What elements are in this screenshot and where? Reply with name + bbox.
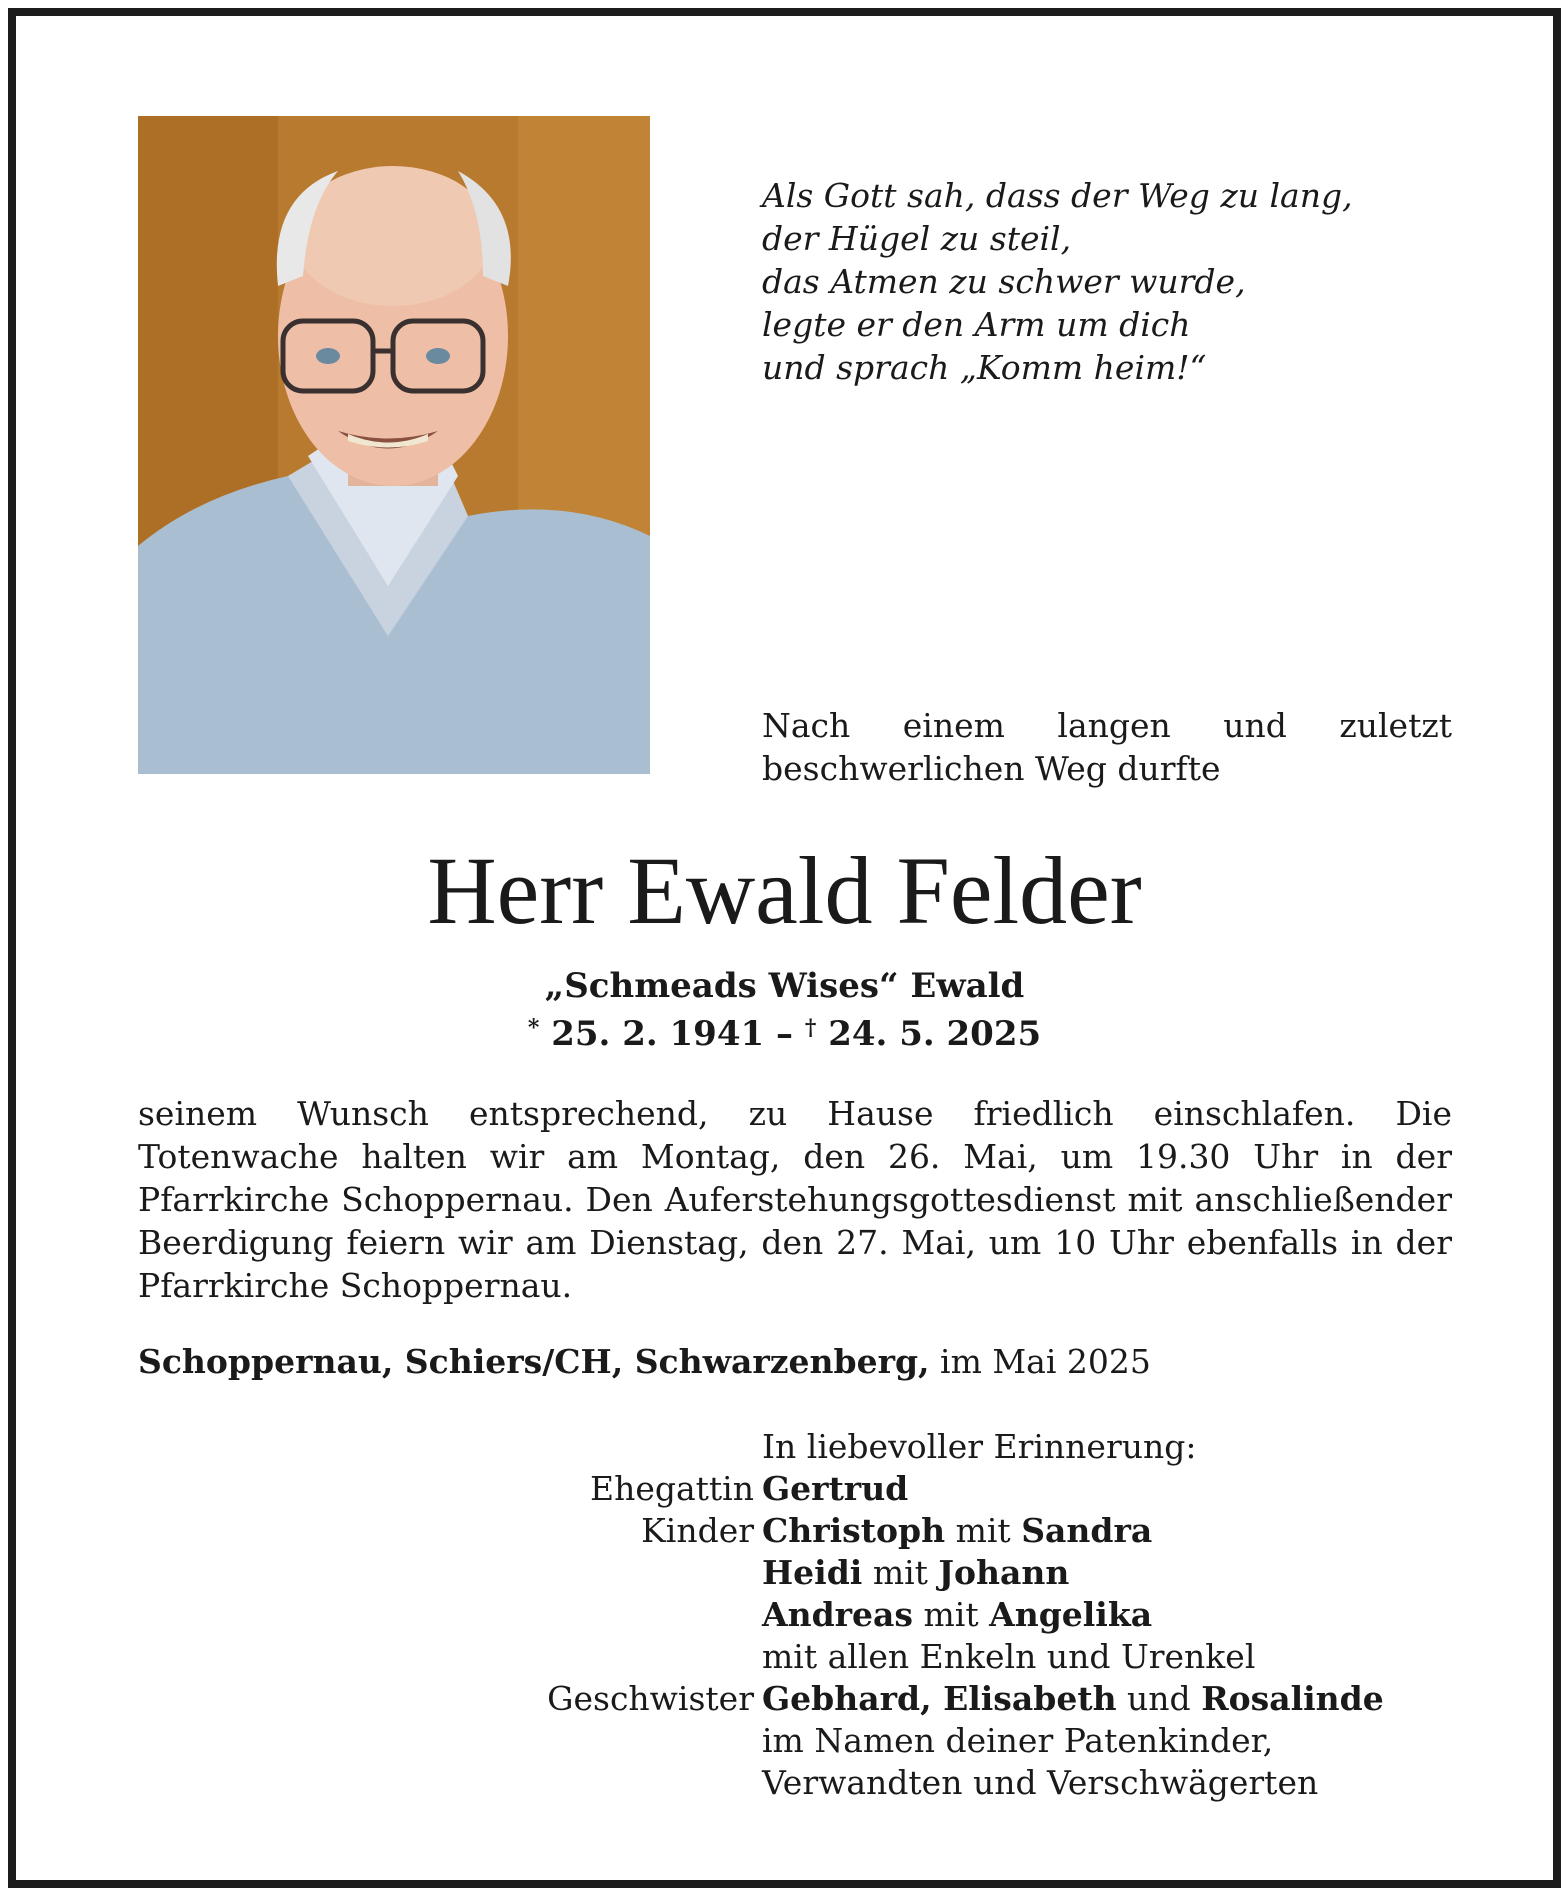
role-label: Geschwister bbox=[547, 1679, 754, 1718]
birth-date: 25. 2. 1941 bbox=[551, 1014, 765, 1054]
obituary-frame bbox=[8, 8, 1561, 1888]
sibling-names: Gebhard, Elisabeth bbox=[762, 1679, 1117, 1718]
with-text: mit bbox=[913, 1595, 990, 1634]
deceased-name: Herr Ewald Felder bbox=[427, 837, 1142, 944]
spouse-name bbox=[762, 1468, 908, 1510]
partner-name: Angelika bbox=[989, 1595, 1153, 1634]
child-name: Christoph bbox=[762, 1511, 946, 1550]
death-date: 24. 5. 2025 bbox=[828, 1014, 1042, 1054]
portrait-photo bbox=[138, 116, 650, 774]
poem-line: und sprach „Komm heim!“ bbox=[762, 348, 1207, 387]
poem-line: Als Gott sah, dass der Weg zu lang, bbox=[762, 176, 1353, 215]
child-entry bbox=[762, 1510, 1152, 1552]
intro-text: Nach einem langen und zuletzt beschwerlichen Weg durfte bbox=[762, 706, 1452, 788]
funeral-details: seinem Wunsch entsprechend, zu Hause friedlich einschlafen. Die Totenwache halten wir am Montag, den 26. Mai, um 19.30 Uhr in der Pfarrkirche Schoppernau. Den Auferstehungsgottesdienst mit anschließender Beerdigung feiern wir am Dienstag, den 27. Mai, um 10 Uhr ebenfalls in der Pfarrkirche Schoppernau. bbox=[138, 1094, 1452, 1305]
siblings-entry bbox=[762, 1678, 1384, 1720]
child-name: Andreas bbox=[762, 1595, 914, 1634]
death-symbol: † bbox=[804, 1015, 817, 1041]
locations: Schoppernau, Schiers/CH, Schwarzenberg, bbox=[138, 1342, 930, 1381]
poem-line: das Atmen zu schwer wurde, bbox=[762, 262, 1246, 301]
spouse: Gertrud bbox=[762, 1469, 909, 1508]
place-date: im Mai 2025 bbox=[929, 1342, 1151, 1381]
poem-line: legte er den Arm um dich bbox=[762, 305, 1191, 344]
portrait-illustration bbox=[138, 116, 650, 774]
with-text: mit bbox=[862, 1553, 939, 1592]
and-text: und bbox=[1116, 1679, 1202, 1718]
partner-name: Sandra bbox=[1021, 1511, 1153, 1550]
date-dash: – bbox=[764, 1014, 805, 1054]
poem-line: der Hügel zu steil, bbox=[762, 219, 1072, 258]
birth-symbol: * bbox=[527, 1015, 540, 1041]
sibling-name: Rosalinde bbox=[1201, 1679, 1384, 1718]
grandchildren-text: mit allen Enkeln und Urenkel bbox=[762, 1637, 1256, 1676]
partner-name: Johann bbox=[938, 1553, 1070, 1592]
place-date-line bbox=[138, 1340, 1151, 1383]
with-text: mit bbox=[945, 1511, 1022, 1550]
child-entry bbox=[762, 1594, 1152, 1636]
role-label: Kinder bbox=[641, 1511, 754, 1550]
obituary-content bbox=[16, 16, 1553, 1880]
role-label: Ehegattin bbox=[589, 1469, 754, 1508]
godchildren-text: im Namen deiner Patenkinder, bbox=[762, 1721, 1274, 1760]
life-dates bbox=[16, 1006, 1553, 1056]
child-entry bbox=[762, 1552, 1069, 1594]
relatives-text: Verwandten und Verschwägerten bbox=[762, 1763, 1319, 1802]
family-list bbox=[16, 1426, 1553, 1804]
family-heading: In liebevoller Erinnerung: bbox=[762, 1427, 1197, 1466]
poem bbox=[762, 174, 1353, 389]
deceased-nickname: „Schmeads Wises“ Ewald bbox=[544, 966, 1025, 1006]
child-name: Heidi bbox=[762, 1553, 863, 1592]
